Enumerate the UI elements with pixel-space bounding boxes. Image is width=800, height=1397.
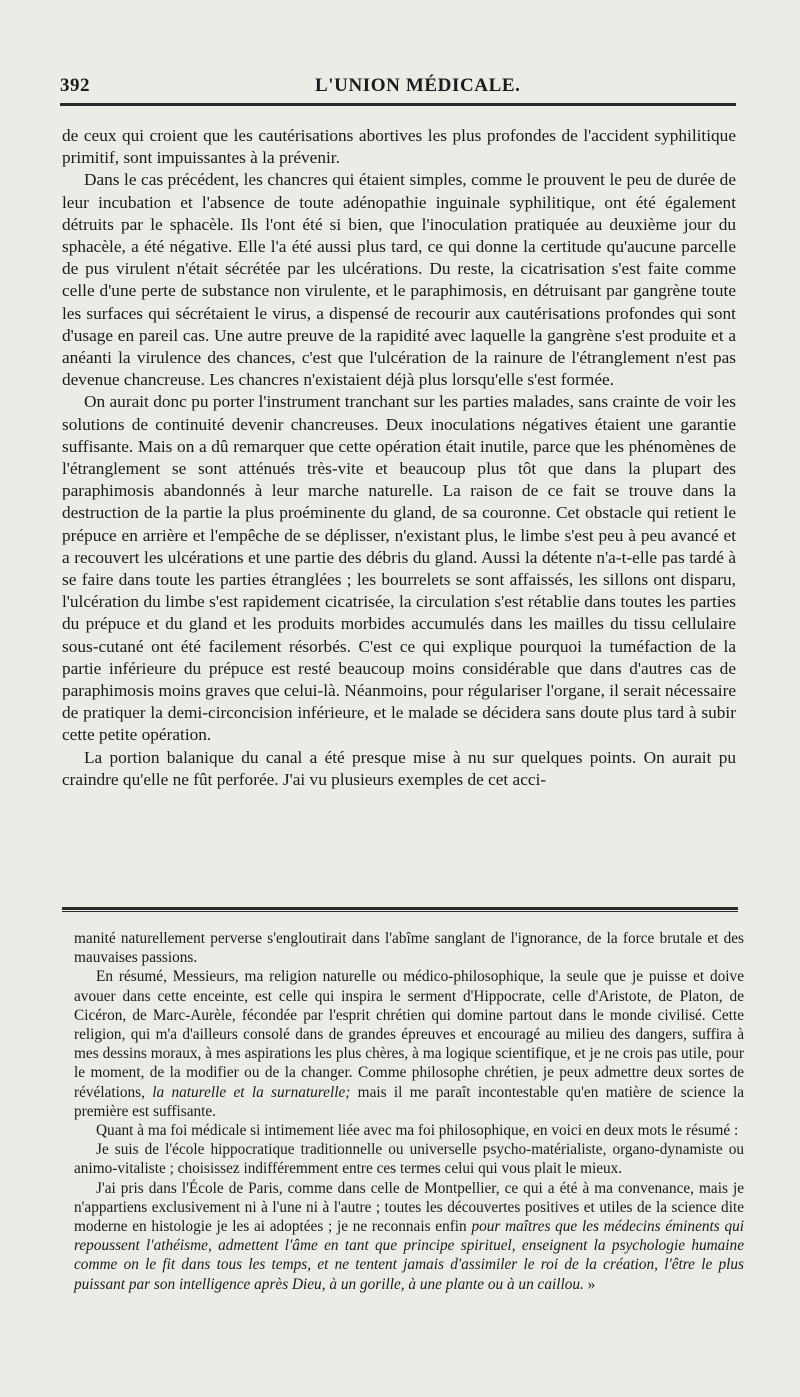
feuilleton-separator-rule [62,907,738,912]
feuilleton-paragraph: Quant à ma foi médicale si intimement liée avec ma foi philosophique, en voici en deux mots le résumé : [96,1122,739,1140]
article-paragraph: Dans le cas précédent, les chancres qui étaient simples, comme le prouvent le peu de durée de leur incubation et l'absence de toute adénopathie inguinale syphilitique, ont été également détruits par le sphacèle. Ils l'ont été si bien, que l'inoculation pratiquée au deuxième jour du sphacèle, a été négative. Elle l'a été aussi plus tard, ce qui donne la certitude qu'aucune parcelle de pus virulent n'était sécrétée par les ulcérations. Du reste, la cicatrisation s'est faite comme celle d'une perte de substance non virulente, et le paraphimosis, en détruisant par gangrène toute les surfaces qui sécrétaient le virus, a dispensé de recourir aux cautérisations profondes qui sont d'usage en pareil cas. Une autre preuve de la rapidité avec laquelle la gangrène s'est produite et a anéanti la virulence des chances, c'est que l'ulcération de la rainure de l'étranglement n'est pas devenue chancreuse. Les chancres n'existaient déjà plus lorsqu'elle s'est formée. [62,170,736,390]
feuilleton-paragraph: manité naturellement perverse s'engloutirait dans l'abîme sanglant de l'ignorance, de la force brutale et des mauvaises passions. [74,930,744,967]
feuilleton-text: J'ai pris dans l'École de Paris, comme dans celle de Montpellier, ce qui a été à ma convenance, mais je n'appartiens exclusivement ni à l'une ni à l'autre ; toutes les découvertes positives et utiles de la science dite moderne en histologie je les ai adoptées ; je ne reconnais enfin [74,1179,744,1236]
article-paragraph: On aurait donc pu porter l'instrument tranchant sur les parties malades, sans crainte de voir les solutions de continuité devenir chancreuses. Deux inoculations négatives étaient une garantie suffisante. Mais on a dû remarquer que cette opération était inutile, parce que les phénomènes de l'étranglement se sont atténués très-vite et beaucoup plus tôt que dans la plupart des paraphimosis abandonnés à leur marche naturelle. La raison de ce fait se trouve dans la destruction de la partie la plus proéminente du gland, de sa couronne. Cet obstacle qui retient le prépuce en arrière et l'empêche de se déplisser, n'existant plus, le limbe s'est peu à peu avancé et a recouvert les ulcérations et une partie des débris du gland. Aussi la détente n'a-t-elle pas tardé à se faire dans toute les parties étranglées ; les bourrelets se sont affaissés, les sillons ont disparu, l'ulcération du limbe s'est rapidement cicatrisée, la circulation s'est rétablie dans toutes les parties du prépuce et du gland et les produits morbides accumulés dans les mailles du tissu cellulaire sous-cutané ont été facilement résorbés. C'est ce qui explique pourquoi la tuméfaction de la partie inférieure du prépuce est resté beaucoup moins considérable que dans d'autres cas de paraphimosis moins graves que celui-là. Néanmoins, pour régulariser l'organe, il serait nécessaire de pratiquer la demi-circoncision inférieure, et le malade se décidera sans doute plus tard à subir cette petite opération. [62,392,736,745]
page-number: 392 [60,75,90,96]
feuilleton-text: mais il me paraît incontestable qu'en matière de science la première est suffisante. [74,1083,745,1120]
feuilleton-paragraph [74,1179,744,1294]
header-rule [60,103,736,106]
feuilleton-section [74,929,744,1294]
feuilleton-paragraph [74,967,744,1121]
feuilleton-paragraph: Je suis de l'école hippocratique traditionnelle ou universelle psycho-matérialiste, organo-dynamiste ou animo-vitaliste ; choisissez indifféremment entre ces termes celui qui vous plait le mieux. [74,1141,744,1178]
feuilleton-italic-text: la naturelle et la surnaturelle; [152,1083,351,1101]
running-title: L'UNION MÉDICALE. [315,75,521,96]
article-paragraph: La portion balanique du canal a été presque mise à nu sur quelques points. On aurait pu craindre qu'elle ne fût perforée. J'ai vu plusieurs exemples de cet acci- [62,747,736,789]
article-paragraph: de ceux qui croient que les cautérisations abortives les plus profondes de l'accident syphilitique primitif, sont impuissantes à la prévenir. [62,126,736,168]
feuilleton-italic-text: pour maîtres que les médecins éminents qui repoussent l'athéisme, admettent l'âme en tant que principe spirituel, enseignent la psychologie humaine comme on le fit dans tous les temps, et ne tentent jamais d'assimiler le roi de la création, l'être le plus puissant par son intelligence après Dieu, à un gorille, à une plante ou à un caillou. [74,1218,744,1293]
feuilleton-text: » [583,1275,596,1293]
article-body [62,125,736,791]
page-header [60,75,740,103]
feuilleton-text: En résumé, Messieurs, ma religion naturelle ou médico-philosophique, la seule que je puisse et doive avouer dans cette enceinte, est celle qui inspira le serment d'Hippocrate, celle d'Aristote, de Platon, de Cicéron, de Marc-Aurèle, fécondée par l'esprit chrétien qui domine partout dans le monde civilisé. Cette religion, qui m'a d'ailleurs consolé dans de grandes épreuves et encouragé au milieu des dangers, suffira à mes dessins moraux, à mes aspirations les plus chères, à ma logique scientifique, et je ne crois pas utile, pour le moment, de la modifier ou de la changer. Comme philosophe chrétien, je peux admettre deux sortes de révélations, [74,968,744,1101]
